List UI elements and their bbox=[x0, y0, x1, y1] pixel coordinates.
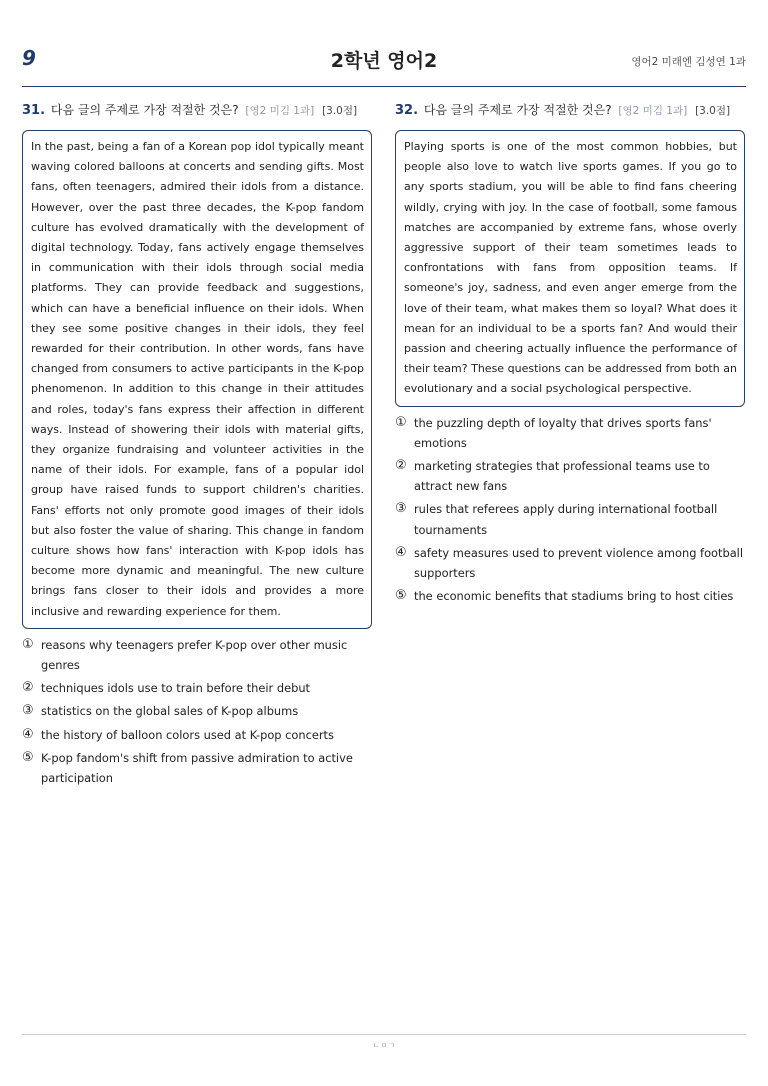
passage-box: In the past, being a fan of a Korean pop idol typically meant waving colored balloons at concerts and sending gifts. Most fans, often teenagers, admired their idols from a distance. However, over the past three decades, the K-pop fandom culture has evolved dramatically with the development of digital technology. Today, fans actively engage themselves in communication with their idols through social media platforms. They can provide feedback and suggestions, which can have a beneficial influence on their idols. When they see some positive changes in their idols, they feel rewarded for their contribution. In other words, fans have changed from consumers to active participants in the K-pop phenomenon. In addition to this change in their attitudes and roles, today's fans express their affection in different ways. Instead of showering their idols with material gifts, they organize fundraising and volunteer activities in the name of their idols. For example, fans of a popular idol group have raised funds to support children's charities. Fans' efforts not only promote good images of their idols but also foster the value of sharing. This change in fandom culture shows how fans' interaction with K-pop idols has become more dynamic and meaningful. The new culture brings fans closer to their idols and provides a more inclusive and rewarding experience for them. bbox=[22, 130, 372, 629]
answer-choice-3[interactable] bbox=[395, 499, 745, 539]
answer-choice-2[interactable] bbox=[395, 456, 745, 496]
answer-choice-2[interactable] bbox=[22, 678, 372, 698]
answer-choices bbox=[395, 413, 745, 607]
page-header bbox=[22, 40, 746, 87]
question-points: [3.0점] bbox=[695, 105, 731, 117]
choice-text: rules that referees apply during international football tournaments bbox=[414, 502, 718, 537]
question-points: [3.0점] bbox=[322, 105, 358, 117]
question-source: [영2 미김 1과] bbox=[618, 105, 688, 117]
choice-text: K-pop fandom's shift from passive admiration to active participation bbox=[41, 750, 353, 786]
question-header bbox=[395, 100, 745, 121]
choice-text: statistics on the global sales of K-pop albums bbox=[41, 704, 299, 719]
question-prompt: 다음 글의 주제로 가장 적절한 것은? bbox=[423, 103, 612, 117]
choice-number: ④ bbox=[22, 726, 34, 742]
answer-choice-4[interactable] bbox=[395, 543, 745, 583]
answer-choice-1[interactable] bbox=[395, 413, 745, 453]
choice-number: ⑤ bbox=[22, 749, 34, 765]
question-31 bbox=[22, 100, 372, 791]
answer-choices bbox=[22, 635, 372, 788]
choice-text: reasons why teenagers prefer K-pop over other music genres bbox=[41, 637, 348, 673]
choice-text: the economic benefits that stadiums bring to host cities bbox=[414, 589, 734, 604]
answer-choice-5[interactable] bbox=[22, 748, 372, 788]
question-source: [영2 미김 1과] bbox=[245, 105, 315, 117]
passage-box: Playing sports is one of the most common hobbies, but people also love to watch live sports games. If you go to any sports stadium, you will be able to find fans cheering wildly, crying with joy. In the case of football, some famous matches are accompanied by extreme fans, whose overly aggressive support of their team sometimes leads to confrontations with fans from opposition teams. If someone's joy, sadness, and even anger emerge from the love of their team, what makes them so loyal? What does it mean for an individual to be a sports fan? And would their passion and cheering actually influence the performance of their team? These questions can be addressed from both an evolutionary and a social psychological perspective. bbox=[395, 130, 745, 407]
choice-text: the history of balloon colors used at K-pop concerts bbox=[41, 727, 334, 742]
choice-number: ④ bbox=[395, 544, 407, 560]
exam-meta: 영어2 미래엔 김성연 1과 bbox=[631, 56, 746, 68]
question-prompt: 다음 글의 주제로 가장 적절한 것은? bbox=[50, 103, 239, 117]
choice-number: ① bbox=[22, 636, 34, 652]
choice-number: ⑤ bbox=[395, 588, 407, 604]
choice-text: safety measures used to prevent violence among football supporters bbox=[414, 545, 744, 581]
choice-number: ③ bbox=[395, 501, 407, 517]
question-number: 31. bbox=[22, 103, 46, 118]
choice-number: ② bbox=[22, 680, 34, 696]
page-title: 2학년 영어2 bbox=[330, 50, 438, 72]
choice-number: ① bbox=[395, 414, 407, 430]
choice-text: marketing strategies that professional teams use to attract new fans bbox=[414, 459, 710, 494]
footer-divider bbox=[22, 1034, 746, 1035]
question-header bbox=[22, 100, 372, 121]
choice-number: ② bbox=[395, 458, 407, 474]
choice-text: techniques idols use to train before their debut bbox=[41, 681, 311, 696]
answer-choice-5[interactable] bbox=[395, 586, 745, 606]
answer-choice-4[interactable] bbox=[22, 725, 372, 745]
answer-choice-1[interactable] bbox=[22, 635, 372, 675]
question-32 bbox=[395, 100, 745, 609]
answer-choice-3[interactable] bbox=[22, 701, 372, 721]
page-number: 9 bbox=[22, 46, 36, 70]
question-number: 32. bbox=[395, 103, 419, 118]
choice-number: ③ bbox=[22, 703, 34, 719]
choice-text: the puzzling depth of loyalty that drives sports fans' emotions bbox=[414, 415, 712, 450]
footer-mark: ㄴㅇㄱ bbox=[372, 1041, 396, 1050]
